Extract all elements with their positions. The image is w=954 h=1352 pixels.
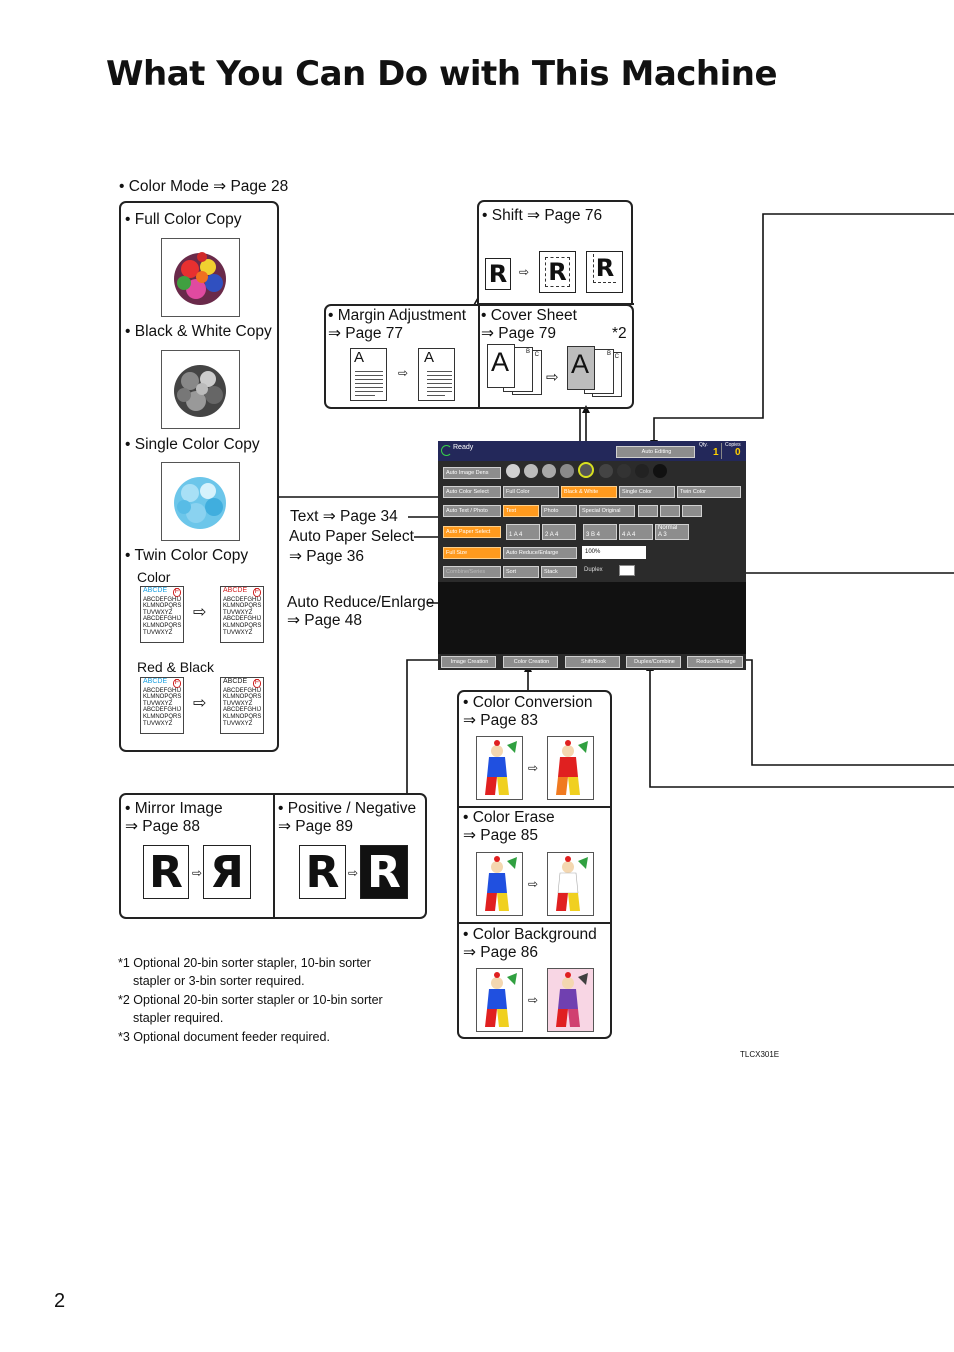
bw-copy-label: • Black & White Copy xyxy=(125,323,272,340)
sample-line: KLMNOPQRS xyxy=(143,713,182,720)
shift-book-button[interactable]: Shift/Book xyxy=(565,656,620,668)
footnote-3: *3 Optional document feeder required. xyxy=(118,1030,330,1044)
sample-line: TUVWXYZ xyxy=(223,609,253,616)
paper-tray-3-num: 3 xyxy=(586,532,590,538)
conv-clown-original xyxy=(476,736,523,800)
cover-sheet-a xyxy=(487,344,515,388)
duplex-icon[interactable] xyxy=(619,565,635,576)
cover-label-1: • Cover Sheet xyxy=(481,307,577,324)
mirror-label-1: • Mirror Image xyxy=(125,800,223,817)
twin-color-label: • Twin Color Copy xyxy=(125,547,249,564)
sample-mark: F xyxy=(254,588,259,595)
sample-line: ABCDEFGHIJ xyxy=(143,707,182,714)
bg-clown-result xyxy=(547,968,594,1032)
reduce-enlarge-button[interactable]: Reduce/Enlarge xyxy=(687,656,743,668)
callout-aps-1: Auto Paper Select xyxy=(289,528,414,545)
original-orientation-button-3[interactable] xyxy=(682,505,702,517)
image-creation-button[interactable]: Image Creation xyxy=(441,656,496,668)
sample-line: TUVWXYZ xyxy=(143,720,173,727)
sample-mark: F xyxy=(174,588,179,595)
shift-r-result-2 xyxy=(586,251,623,293)
erase-label-1: • Color Erase xyxy=(463,809,555,826)
sheet-c-label: C xyxy=(534,352,539,358)
erase-clown-result xyxy=(547,852,594,916)
density-dot-1[interactable] xyxy=(506,464,520,478)
sample-line: ABCDEFGHIJ xyxy=(143,616,182,623)
original-orientation-button-2[interactable] xyxy=(660,505,680,517)
auto-color-select-button[interactable]: Auto Color Select xyxy=(443,486,501,498)
sample-line: KLMNOPQRS xyxy=(223,694,262,701)
sample-line: ABCDEFGHIJ xyxy=(223,687,262,694)
ratio-display: 100% xyxy=(582,546,646,559)
auto-reduce-enlarge-button[interactable]: Auto Reduce/Enlarge xyxy=(503,547,577,559)
twin-color-sub-color: Color xyxy=(137,569,171,585)
twin-color-sample-2 xyxy=(220,586,264,643)
auto-editing-button[interactable]: Auto Editing xyxy=(616,446,695,458)
copier-control-panel xyxy=(438,441,746,670)
auto-paper-select-button[interactable]: Auto Paper Select xyxy=(443,526,501,538)
sample-line: KLMNOPQRS xyxy=(223,622,262,629)
sample-head: ABCDE xyxy=(223,678,248,685)
paper-tray-3[interactable] xyxy=(583,524,617,540)
qty-value: 1 xyxy=(713,447,719,458)
margin-cover-divider xyxy=(478,304,480,408)
conv-arrow-icon: ⇨ xyxy=(528,761,539,775)
sample-head: ABCDE xyxy=(143,678,168,685)
page-number: 2 xyxy=(54,1290,66,1312)
redblack-sample-2 xyxy=(220,677,264,734)
sample-line: TUVWXYZ xyxy=(223,720,253,727)
density-dot-4[interactable] xyxy=(560,464,574,478)
shift-r-glyph: R xyxy=(545,257,569,287)
bg-label-2: ⇒ Page 86 xyxy=(463,944,539,961)
margin-arrow-icon: ⇨ xyxy=(398,366,409,380)
sample-line: KLMNOPQRS xyxy=(143,622,182,629)
full-color-button[interactable]: Full Color xyxy=(503,486,559,498)
sheet-a-label: A xyxy=(491,347,510,377)
full-color-label: • Full Color Copy xyxy=(125,211,242,228)
margin-doc-original xyxy=(350,348,387,401)
text-button[interactable]: Text xyxy=(503,505,539,517)
mirror-posneg-divider xyxy=(273,794,275,918)
sample-line: KLMNOPQRS xyxy=(223,603,262,610)
auto-text-photo-button[interactable]: Auto Text / Photo xyxy=(443,505,501,517)
shift-r-result-1 xyxy=(539,251,576,293)
full-color-flower-image xyxy=(161,238,240,317)
posneg-label-2: ⇒ Page 89 xyxy=(278,818,354,835)
density-dot-3[interactable] xyxy=(542,464,556,478)
color-creation-button[interactable]: Color Creation xyxy=(503,656,558,668)
posneg-r-result: R xyxy=(360,845,408,899)
sort-button[interactable]: Sort xyxy=(503,566,539,578)
paper-tray-4-size: A 4 xyxy=(626,532,636,538)
sheet-c-label: C xyxy=(614,354,619,360)
ready-label: Ready xyxy=(453,444,474,451)
margin-label-1: • Margin Adjustment xyxy=(328,307,467,324)
sheet-a-label: A xyxy=(571,349,590,379)
mirror-arrow-icon: ⇨ xyxy=(192,866,203,880)
shift-r-glyph: R xyxy=(593,254,616,283)
cover-note: *2 xyxy=(612,325,627,342)
original-orientation-button-1[interactable] xyxy=(638,505,658,517)
paper-tray-3-size: B 4 xyxy=(591,532,601,538)
bg-arrow-icon: ⇨ xyxy=(528,993,539,1007)
shift-cover-divider xyxy=(478,303,634,305)
callout-text: Text ⇒ Page 34 xyxy=(290,508,398,525)
footnote-1a: *1 Optional 20-bin sorter stapler, 10-bin sorter xyxy=(118,956,371,970)
ready-icon xyxy=(441,445,452,456)
color-mode-label: • Color Mode ⇒ Page 28 xyxy=(119,178,289,195)
sample-line: KLMNOPQRS xyxy=(143,603,182,610)
single-color-label: • Single Color Copy xyxy=(125,436,260,453)
twin-color-button[interactable]: Twin Color xyxy=(677,486,741,498)
density-dot-5-selected[interactable] xyxy=(578,462,594,478)
sample-line: ABCDEFGHIJ xyxy=(143,687,182,694)
sample-line: TUVWXYZ xyxy=(143,609,173,616)
posneg-arrow-icon: ⇨ xyxy=(348,866,359,880)
footnote-1b: stapler or 3-bin sorter required. xyxy=(133,974,305,988)
sample-line: KLMNOPQRS xyxy=(143,694,182,701)
posneg-label-1: • Positive / Negative xyxy=(278,800,417,817)
density-dot-9[interactable] xyxy=(653,464,667,478)
callout-are-1: Auto Reduce/Enlarge xyxy=(287,594,435,611)
photo-button[interactable]: Photo xyxy=(541,505,577,517)
bg-label-1: • Color Background xyxy=(463,926,597,943)
copies-value: 0 xyxy=(735,447,741,458)
bypass-size: A 3 xyxy=(658,532,667,538)
cover-label-2: ⇒ Page 79 xyxy=(481,325,557,342)
redblack-arrow-icon: ⇨ xyxy=(193,695,207,712)
sample-mark: F xyxy=(174,679,179,686)
paper-tray-1-size: A 4 xyxy=(513,532,523,538)
sample-head: ABCDE xyxy=(143,587,168,594)
erase-clown-original xyxy=(476,852,523,916)
paper-tray-4[interactable] xyxy=(619,524,653,540)
mirror-label-2: ⇒ Page 88 xyxy=(125,818,201,835)
panel-message-area xyxy=(438,582,746,654)
full-size-button[interactable]: Full Size xyxy=(443,547,501,559)
single-color-button[interactable]: Single Color xyxy=(619,486,675,498)
sample-line: TUVWXYZ xyxy=(223,629,253,636)
shift-r-original: R xyxy=(485,258,511,290)
redblack-sample-1 xyxy=(140,677,184,734)
sample-line: TUVWXYZ xyxy=(143,629,173,636)
paper-tray-2-size: A 4 xyxy=(549,532,559,538)
margin-label-2: ⇒ Page 77 xyxy=(328,325,404,342)
erase-label-2: ⇒ Page 85 xyxy=(463,827,539,844)
density-dot-7[interactable] xyxy=(617,464,631,478)
footnote-2b: stapler required. xyxy=(133,1011,224,1025)
sample-line: ABCDEFGHIJ xyxy=(223,707,262,714)
cover-result-a xyxy=(567,346,595,390)
conv-clown-result xyxy=(547,736,594,800)
special-original-button[interactable]: Special Original xyxy=(579,505,635,517)
sample-line: KLMNOPQRS xyxy=(223,713,262,720)
sample-line: TUVWXYZ xyxy=(223,700,253,707)
paper-tray-2[interactable] xyxy=(542,524,576,540)
paper-tray-1-num: 1 xyxy=(509,532,513,538)
bypass-normal-label: Normal xyxy=(658,525,678,531)
single-color-flower-image xyxy=(161,462,240,541)
posneg-r-original: R xyxy=(299,845,346,899)
margin-doc-a: A xyxy=(424,349,435,366)
duplex-label: Duplex xyxy=(584,567,603,573)
sample-line: ABCDEFGHIJ xyxy=(223,616,262,623)
sample-mark: F xyxy=(254,679,259,686)
density-dot-6[interactable] xyxy=(599,464,613,478)
bw-flower-image xyxy=(161,350,240,429)
sample-line: TUVWXYZ xyxy=(143,700,173,707)
paper-tray-4-num: 4 xyxy=(622,532,626,538)
twin-arrow-icon: ⇨ xyxy=(193,604,207,621)
sample-line: ABCDEFGHIJ xyxy=(223,596,262,603)
combine-series-button[interactable]: Combine/Series xyxy=(443,566,501,578)
duplex-combine-button[interactable]: Duplex/Combine xyxy=(626,656,681,668)
footnote-2a: *2 Optional 20-bin sorter stapler or 10-bin sorter xyxy=(118,993,383,1007)
paper-tray-2-num: 2 xyxy=(545,532,549,538)
density-dot-8[interactable] xyxy=(635,464,649,478)
margin-doc-result xyxy=(418,348,455,401)
callout-are-2: ⇒ Page 48 xyxy=(287,612,363,629)
cover-arrow-icon: ⇨ xyxy=(546,369,559,386)
conv-label-1: • Color Conversion xyxy=(463,694,593,711)
shift-arrow-icon: ⇨ xyxy=(519,265,530,279)
black-white-button[interactable]: Black & White xyxy=(561,486,617,498)
density-dot-2[interactable] xyxy=(524,464,538,478)
mirror-r-result: Я xyxy=(203,845,251,899)
page-title: What You Can Do with This Machine xyxy=(106,54,778,94)
margin-doc-a: A xyxy=(354,349,365,366)
paper-tray-1[interactable] xyxy=(506,524,540,540)
stack-button[interactable]: Stack xyxy=(541,566,577,578)
qty-label: Qty. xyxy=(699,442,708,448)
twin-color-sample-1 xyxy=(140,586,184,643)
sheet-b-label: B xyxy=(525,349,530,355)
mirror-r-original: R xyxy=(143,845,189,899)
sample-line: ABCDEFGHIJ xyxy=(143,596,182,603)
sheet-b-label: B xyxy=(606,351,611,357)
conv-label-2: ⇒ Page 83 xyxy=(463,712,539,729)
bg-clown-original xyxy=(476,968,523,1032)
twin-color-sub-redblack: Red & Black xyxy=(137,659,215,675)
auto-image-density-button[interactable]: Auto Image Dens xyxy=(443,467,501,479)
figure-code: TLCX301E xyxy=(740,1050,780,1059)
bypass-tray[interactable] xyxy=(655,524,689,540)
sample-head: ABCDE xyxy=(223,587,248,594)
callout-aps-2: ⇒ Page 36 xyxy=(289,548,365,565)
shift-label: • Shift ⇒ Page 76 xyxy=(482,207,603,224)
copies-label: Copies xyxy=(725,442,741,448)
erase-arrow-icon: ⇨ xyxy=(528,877,539,891)
